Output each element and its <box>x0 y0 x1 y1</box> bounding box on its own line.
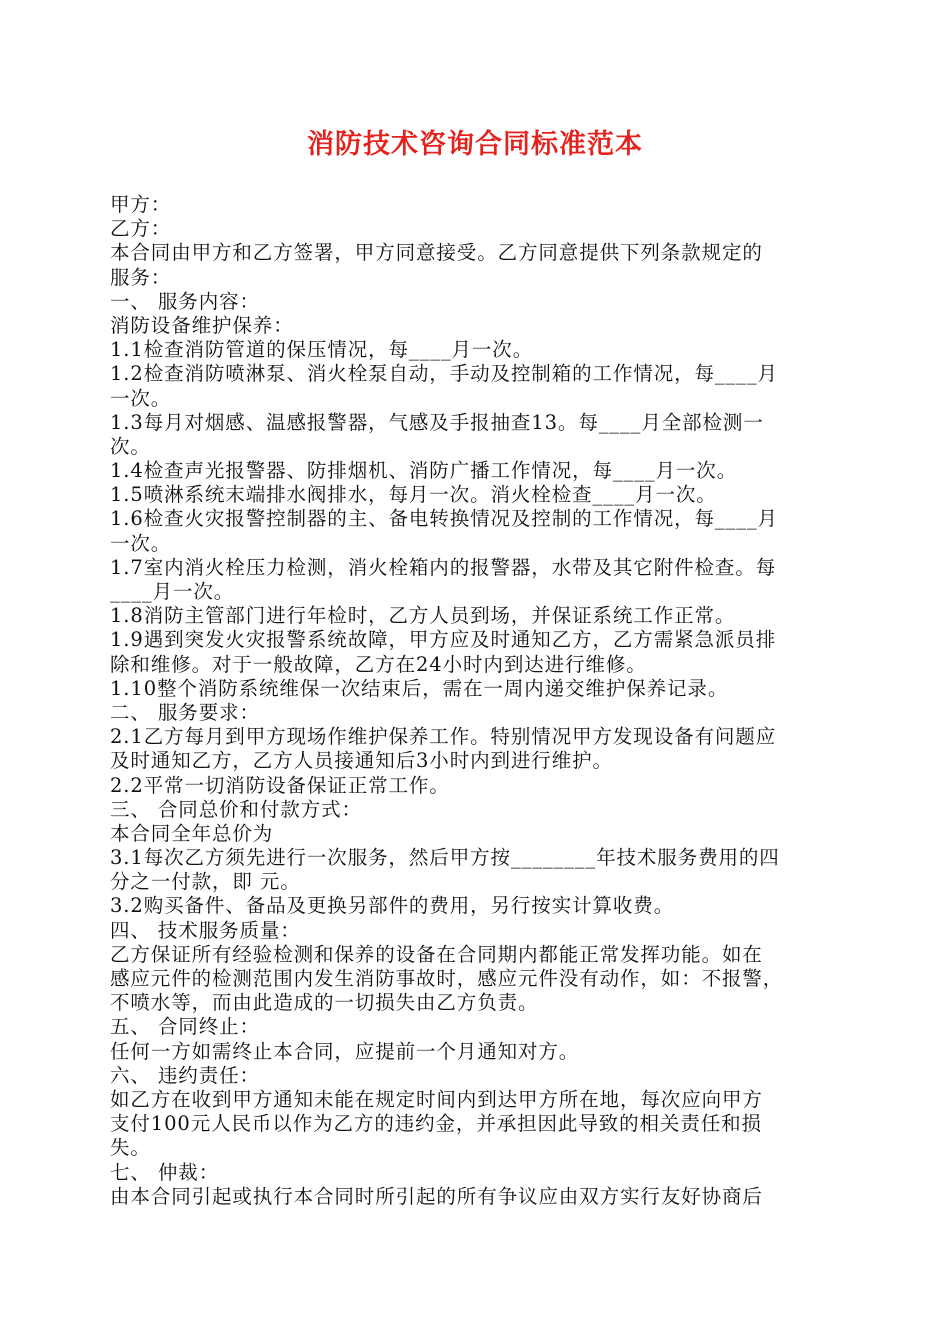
section-heading: 五、 合同终止： <box>110 1015 260 1039</box>
body-line: 本合同由甲方和乙方签署，甲方同意接受。乙方同意提供下列条款规定的 <box>110 241 763 265</box>
section-heading: 六、 违约责任： <box>110 1063 260 1087</box>
body-line: 及时通知乙方，乙方人员接通知后3小时内到进行维护。 <box>110 749 613 773</box>
body-line: 1.7室内消火栓压力检测，消火栓箱内的报警器，水带及其它附件检查。每 <box>110 555 777 579</box>
body-line: ____月一次。 <box>110 580 235 603</box>
document-title: 消防技术咨询合同标准范本 <box>307 129 643 160</box>
body-line: 3.2购买备件、备品及更换另部件的费用，另行按实计算收费。 <box>110 894 675 918</box>
body-line: 1.8消防主管部门进行年检时，乙方人员到场，并保证系统工作正常。 <box>110 604 736 628</box>
body-line: 一次。 <box>110 386 172 410</box>
body-line: 感应元件的检测范围内发生消防事故时，感应元件没有动作，如：不报警， <box>110 967 784 990</box>
body-line: 1.5喷淋系统末端排水阀排水，每月一次。消火栓检查____月一次。 <box>110 483 717 507</box>
body-line: 次。 <box>110 434 151 458</box>
body-line: 由本合同引起或执行本合同时所引起的所有争议应由双方实行友好协商后 <box>110 1184 763 1208</box>
section-heading: 四、 技术服务质量： <box>110 918 301 942</box>
body-line: 任何一方如需终止本合同，应提前一个月通知对方。 <box>110 1039 580 1063</box>
body-line: 1.3每月对烟感、温感报警器，气感及手报抽查13。每____月全部检测一 <box>110 410 764 434</box>
body-line: 2.1乙方每月到甲方现场作维护保养工作。特别情况甲方发现设备有问题应 <box>110 725 777 749</box>
body-line: 1.1检查消防管道的保压情况，每____月一次。 <box>110 338 534 362</box>
body-line: 如乙方在收到甲方通知未能在规定时间内到达甲方所在地，每次应向甲方 <box>110 1087 763 1111</box>
body-line: 除和维修。对于一般故障，乙方在24小时内到达进行维修。 <box>110 652 647 676</box>
body-line: 1.4检查声光报警器、防排烟机、消防广播工作情况，每____月一次。 <box>110 459 738 483</box>
document-body <box>110 193 840 1209</box>
body-line: 1.6检查火灾报警控制器的主、备电转换情况及控制的工作情况，每____月 <box>110 507 778 531</box>
section-heading: 七、 仲裁： <box>110 1160 220 1184</box>
body-line: 支付100元人民币以作为乙方的违约金，并承担因此导致的相关责任和损 <box>110 1112 762 1136</box>
body-line: 1.10整个消防系统维保一次结束后，需在一周内递交维护保养记录。 <box>110 676 729 700</box>
body-line: 2.2平常一切消防设备保证正常工作。 <box>110 773 450 797</box>
body-line: 3.1每次乙方须先进行一次服务，然后甲方按________年技术服务费用的四 <box>110 846 780 870</box>
section-heading: 一、 服务内容： <box>110 289 260 313</box>
body-line: 乙方保证所有经验检测和保养的设备在合同期内都能正常发挥功能。如在 <box>110 942 763 966</box>
body-line: 消防设备维护保养： <box>110 313 294 337</box>
body-line: 乙方： <box>110 217 172 241</box>
body-line: 1.9遇到突发火灾报警系统故障，甲方应及时通知乙方，乙方需紧急派员排 <box>110 628 777 652</box>
body-line: 甲方： <box>110 193 172 216</box>
section-heading: 三、 合同总价和付款方式： <box>110 797 362 821</box>
section-heading: 二、 服务要求： <box>110 700 260 724</box>
body-line: 本合同全年总价为 <box>110 821 274 845</box>
body-line: 失。 <box>110 1136 151 1160</box>
body-line: 不喷水等，而由此造成的一切损失由乙方负责。 <box>110 991 539 1015</box>
body-line: 1.2检查消防喷淋泵、消火栓泵自动，手动及控制箱的工作情况，每____月 <box>110 362 778 386</box>
body-line: 一次。 <box>110 531 172 555</box>
body-line: 服务： <box>110 265 172 289</box>
body-line: 分之一付款，即 元。 <box>110 870 301 894</box>
